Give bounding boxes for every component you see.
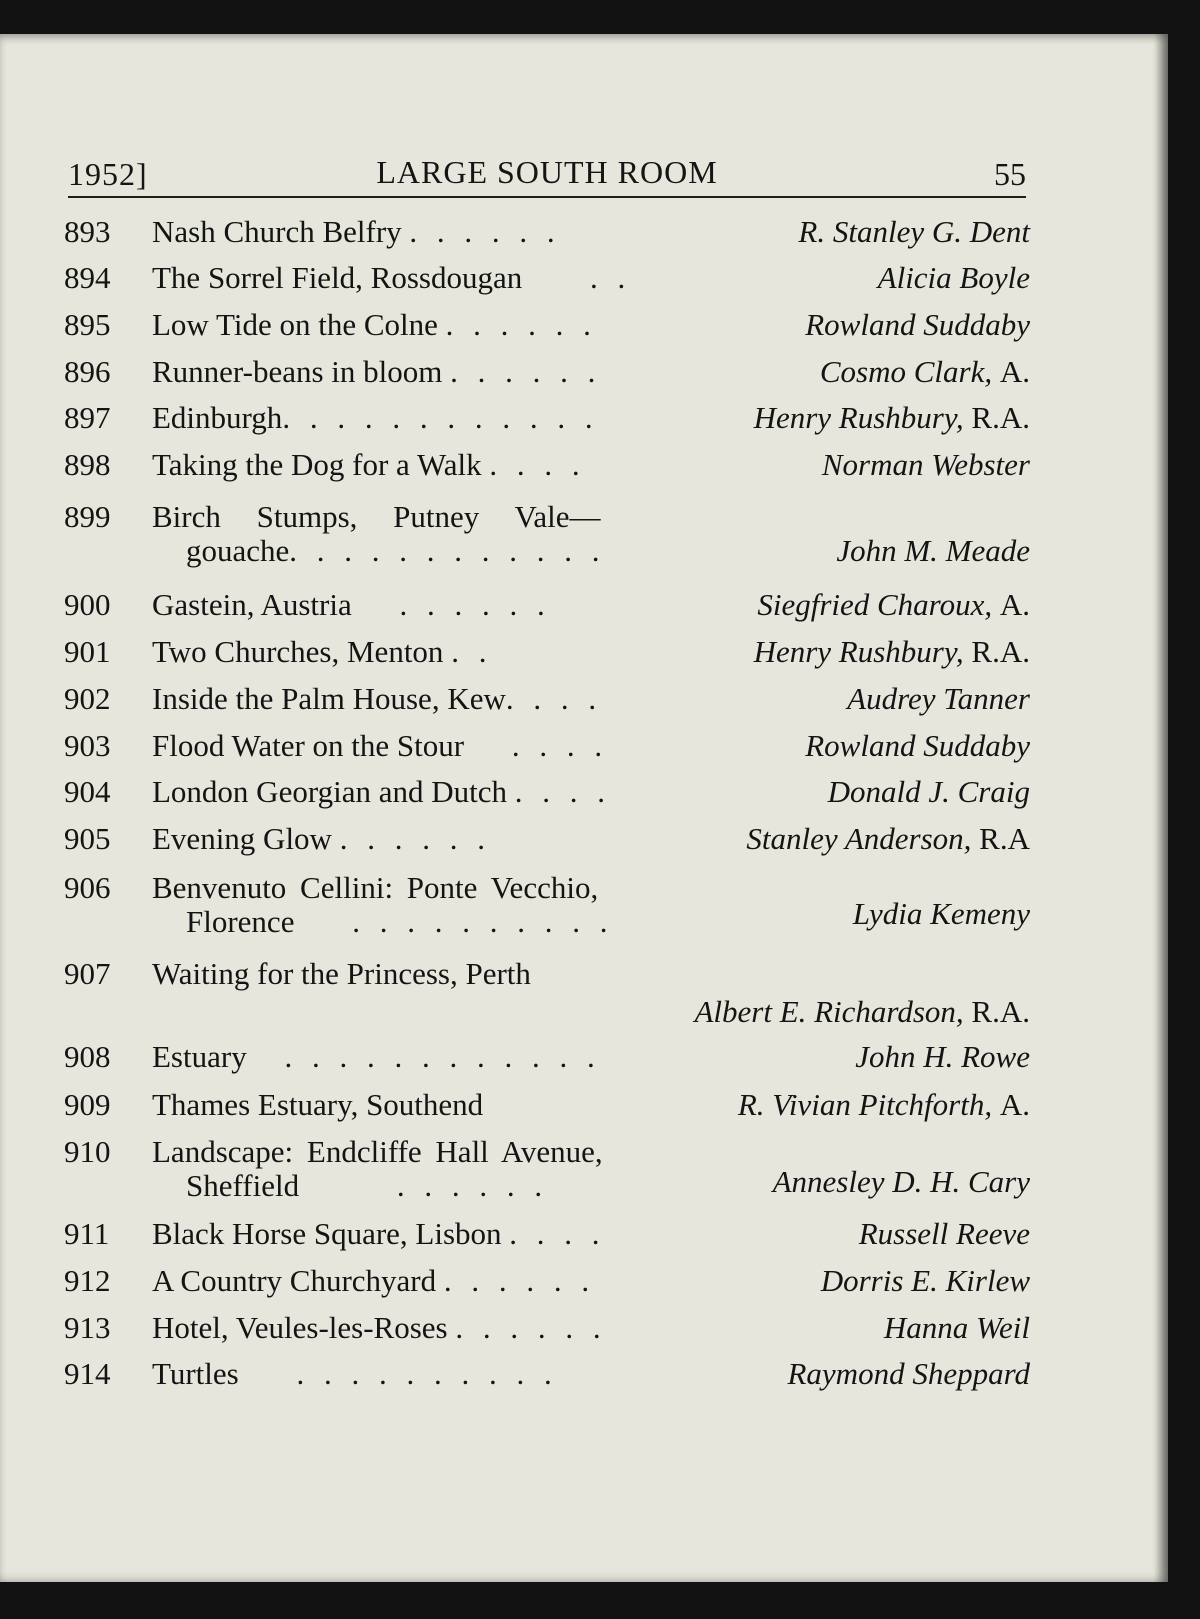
entry-number: 912 [64, 1263, 111, 1298]
entry-number: 910 [64, 1134, 111, 1169]
running-header [68, 152, 1026, 198]
page-number: 55 [994, 156, 1026, 192]
entry-number: 908 [64, 1039, 111, 1074]
entry-artist: Audrey Tanner [847, 681, 1030, 716]
entry-title: Evening Glow . . . . . . [152, 821, 491, 856]
entry-artist: Alicia Boyle [877, 260, 1030, 295]
entry-title: A Country Churchyard . . . . . . [152, 1263, 596, 1298]
entry-number: 907 [64, 956, 111, 991]
entry-artist: Lydia Kemeny [852, 896, 1030, 931]
entry-artist: R. Vivian Pitchforth, A. [737, 1087, 1030, 1122]
entry-artist: Albert E. Richardson, R.A. [694, 994, 1030, 1029]
entry-title: Turtles . . . . . . . . . . [152, 1356, 558, 1391]
entry-number: 911 [64, 1216, 110, 1251]
entry-title: Nash Church Belfry . . . . . . [152, 214, 561, 249]
entry-artist: Hanna Weil [883, 1310, 1030, 1345]
entry-number: 893 [64, 214, 111, 249]
entry-title: Waiting for the Princess, Perth [152, 956, 531, 991]
entry-title-continuation: gouache. . . . . . . . . . . . [186, 533, 606, 568]
entry-number: 899 [64, 499, 111, 534]
entry-artist: Norman Webster [821, 447, 1030, 482]
entry-artist: Russell Reeve [858, 1216, 1030, 1251]
entry-title: Gastein, Austria . . . . . . [152, 587, 551, 622]
entry-number: 901 [64, 634, 111, 669]
entry-number: 913 [64, 1310, 111, 1345]
header-year: 1952] [68, 156, 148, 192]
entry-title: Taking the Dog for a Walk . . . . [152, 447, 586, 482]
entry-number: 904 [64, 774, 111, 809]
entry-title: Thames Estuary, Southend [152, 1087, 484, 1122]
entry-title: Hotel, Veules-les-Roses . . . . . . [152, 1310, 607, 1345]
entry-artist: Henry Rushbury, R.A. [753, 634, 1030, 669]
entry-artist: Henry Rushbury, R.A. [753, 400, 1030, 435]
entry-title: London Georgian and Dutch . . . . [152, 774, 611, 809]
book-page [0, 34, 1168, 1582]
entry-title: Edinburgh. . . . . . . . . . . . [152, 400, 599, 435]
entry-number: 900 [64, 587, 111, 622]
entry-artist: Rowland Suddaby [805, 307, 1030, 342]
entry-artist: John H. Rowe [855, 1039, 1030, 1074]
entry-title: Black Horse Square, Lisbon . . . . [152, 1216, 606, 1251]
entry-artist: Dorris E. Kirlew [820, 1263, 1030, 1298]
entry-title: Birch Stumps, Putney Vale— [152, 499, 601, 534]
entry-title: Estuary . . . . . . . . . . . . [152, 1039, 601, 1074]
entry-title-continuation: Sheffield . . . . . . [186, 1168, 549, 1203]
entry-artist: Rowland Suddaby [805, 728, 1030, 763]
entry-artist: Cosmo Clark, A. [819, 354, 1030, 389]
entry-number: 895 [64, 307, 111, 342]
entry-artist: Raymond Sheppard [787, 1356, 1030, 1391]
entry-title: Landscape: Endcliffe Hall Avenue, [152, 1134, 603, 1169]
entry-artist: John M. Meade [836, 533, 1030, 568]
entry-number: 897 [64, 400, 111, 435]
entry-title: The Sorrel Field, Rossdougan . . [152, 260, 632, 295]
entry-number: 898 [64, 447, 111, 482]
entry-number: 905 [64, 821, 111, 856]
entry-number: 902 [64, 681, 111, 716]
entry-artist: R. Stanley G. Dent [798, 214, 1030, 249]
entry-number: 909 [64, 1087, 111, 1122]
entry-title: Flood Water on the Stour . . . . [152, 728, 609, 763]
entry-artist: Stanley Anderson, R.A [746, 821, 1030, 856]
entry-title: Runner-beans in bloom . . . . . . [152, 354, 602, 389]
entry-artist: Donald J. Craig [827, 774, 1030, 809]
entry-number: 903 [64, 728, 111, 763]
entry-title: Low Tide on the Colne . . . . . . [152, 307, 597, 342]
entry-title: Two Churches, Menton . . [152, 634, 493, 669]
entry-number: 894 [64, 260, 111, 295]
entry-number: 914 [64, 1356, 111, 1391]
entry-number: 906 [64, 870, 111, 905]
entry-title-continuation: Florence . . . . . . . . . . [186, 904, 614, 939]
entry-title: Benvenuto Cellini: Ponte Vecchio, [152, 870, 599, 905]
page-title: LARGE SOUTH ROOM [376, 154, 718, 190]
entry-artist: Annesley D. H. Cary [772, 1164, 1030, 1199]
entry-number: 896 [64, 354, 111, 389]
entry-title: Inside the Palm House, Kew. . . . [152, 681, 603, 716]
entry-artist: Siegfried Charoux, A. [757, 587, 1030, 622]
